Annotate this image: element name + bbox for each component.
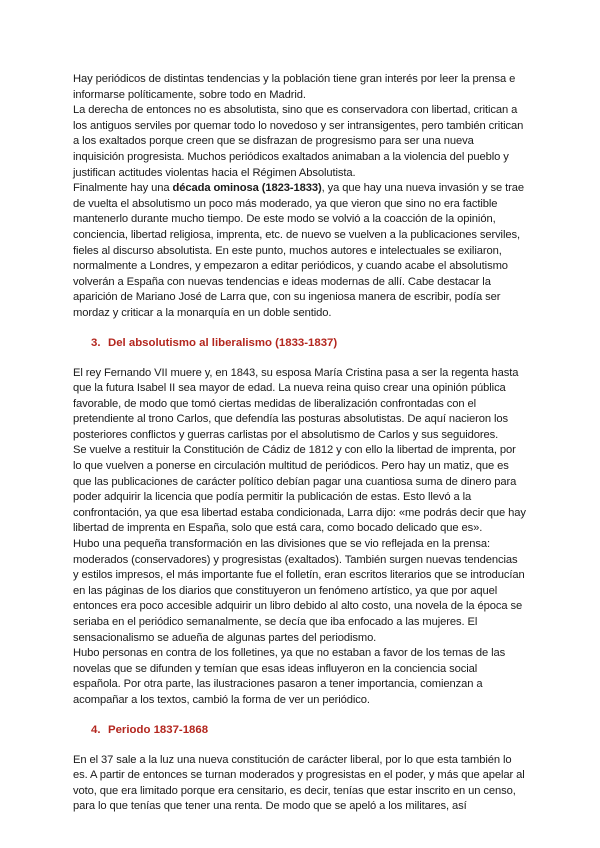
paragraph-ominous-decade <box>73 181 526 321</box>
text-fragment: Finalmente hay una <box>73 182 173 195</box>
section-title: Del absolutismo al liberalismo (1833-1837) <box>108 336 338 349</box>
paragraph-fernando-vii: El rey Fernando VII muere y, en 1843, su esposa María Cristina pasa a ser la regenta hasta que la futura Isabel II sea mayor de edad. La nueva reina quiso crear una opinión pública favorable, de modo que tomó ciertas medidas de liberalización confrontadas con el pretendiente al trono Carlos, que defendía las posturas absolutistas. De aquí nacieron los posteriores conflictos y guerras carlistas por el absolutismo de Carlos y sus seguidores. <box>73 366 519 441</box>
bold-term-decada-ominosa: década ominosa (1823-1833) <box>172 182 322 195</box>
section-number: 3. <box>91 336 101 349</box>
paragraph-right-wing: La derecha de entonces no es absolutista, sino que es conservadora con libertad, critican a los antiguos serviles por quemar todo lo novedoso y ser intransigentes, pero también critican a los exaltados porque creen que se disfrazan de progresismo para ser una nueva inquisición progresista. Muchos periódicos exaltados animaban a la violencia del pueblo y justifican actitudes violentas hacia el Régimen Absolutista. <box>73 104 524 179</box>
paragraph-constitution-1837: En el 37 sale a la luz una nueva constitución de carácter liberal, por lo que esta también lo es. A partir de entonces se turnan moderados y progresistas en el poder, y más que apelar al voto, que era limitado porque era censitario, es decir, tenías que estar inscrito en un censo, para lo que tenías que tener una renta. De modo que se apeló a los militares, así <box>73 753 525 813</box>
section-title: Periodo 1837-1868 <box>108 723 209 736</box>
text-fragment: , ya que hay una nueva invasión y se trae de vuelta el absolutismo un poco más moderado, ya que vieron que sino no era factible mantenerlo durante mucho tiempo. De este modo se volvió a la coacción de la opinión, conciencia, libertad religiosa, imprenta, etc. de nuevo se vuelven a la publicaciones serviles, fieles al discurso absolutista. En este punto, muchos autores e intelectuales se exiliaron, normalmente a Londres, y empezaron a editar periódicos, y cuando acabe el absolutismo volverán a España con nuevas tendencias e ideas modernas de allí. Cabe destacar la aparición de Mariano José de Larra que, con su ingeniosa manera de escribir, podía ser mordaz y criticar a la monarquía en un doble sentido. <box>73 182 525 319</box>
section-number: 4. <box>91 723 101 736</box>
paragraph-constitution-cadiz: Se vuelve a restituir la Constitución de Cádiz de 1812 y con ello la libertad de imprenta, por lo que vuelven a ponerse en circulación multitud de periódicos. Pero hay un matiz, que es que las publicaciones de carácter político debían pagar una cuantiosa suma de dinero para poder adquirir la licencia que podía permitir la publicación de estas. Esto llevó a la confrontación, ya que esa libertad estaba condicionada, Larra dijo: «me podrás decir que hay libertad de imprenta en España, solo que está cara, como bocado delicado que es». <box>73 444 526 535</box>
section-heading-3 <box>73 335 526 351</box>
paragraph-folletin: Hubo una pequeña transformación en las divisiones que se vio reflejada en la prensa: moderados (conservadores) y progresistas (exaltados). También surgen nuevas tendencias y estilos impresos, el más importante fue el folletín, eran escritos literarios que se introducían en las páginas de los diarios que constituyeron un fenómeno artístico, ya que por aquel entonces era poco accesible adquirir un libro debido al alto costo, una novela de la época se seriaba en el periódico semanalmente, se decía que iba enfocado a las mujeres. El sensacionalismo se adueña de algunas partes del periodismo. <box>73 538 525 644</box>
paragraph-against-folletines: Hubo personas en contra de los folletines, ya que no estaban a favor de los temas de las novelas que se difunden y temían que esas ideas influyeron en la conciencia social española. Por otra parte, las ilustraciones pasaron a tener importancia, comienzan a acompañar a los textos, cambió la forma de ver un periódico. <box>73 647 506 706</box>
paragraph-press-interest: Hay periódicos de distintas tendencias y la población tiene gran interés por leer la prensa e informarse políticamente, sobre todo en Madrid. <box>73 73 516 101</box>
section-heading-4 <box>73 722 526 738</box>
